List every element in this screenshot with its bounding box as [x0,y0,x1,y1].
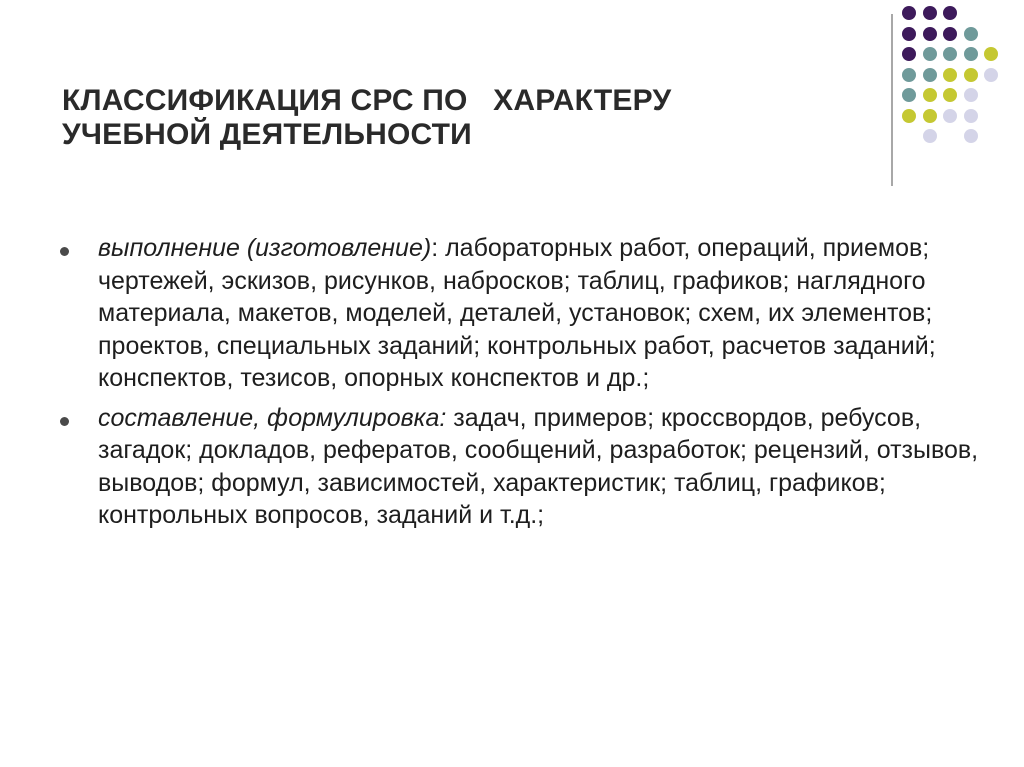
decor-dot-yellow [902,109,916,123]
decor-dot-lavender [943,109,957,123]
decor-dot-purple [902,27,916,41]
decor-dot-purple [902,47,916,61]
vertical-divider [891,14,893,186]
decor-dot-yellow [964,68,978,82]
bullet-item-2 [60,402,980,532]
decor-dot-yellow [923,88,937,102]
decor-dot-lavender [964,88,978,102]
decor-dot-teal [943,47,957,61]
decor-dot-teal [902,88,916,102]
decor-dot-lavender [984,68,998,82]
decor-dot-teal [923,47,937,61]
bullet-2-lead: составление, формулировка: [98,403,447,432]
slide-title [62,84,862,152]
decor-dot-yellow [984,47,998,61]
decor-dot-lavender [923,129,937,143]
decor-dot-lavender [964,129,978,143]
decor-dot-teal [964,27,978,41]
decor-dot-purple [902,6,916,20]
title-line-1: КЛАССИФИКАЦИЯ СРС ПО ХАРАКТЕРУ [62,84,672,117]
decor-dot-purple [943,6,957,20]
decor-dot-yellow [923,109,937,123]
decor-dot-yellow [943,68,957,82]
decor-dot-teal [964,47,978,61]
bullet-1-text: : лабораторных работ, операций, приемов; чертежей, эскизов, рисунков, набросков; таблиц, графиков; наглядного материала, макетов, моделей, деталей, установок; схем, их элементов; проектов, специальных заданий; контрольных работ, расчетов заданий; конспектов, тезисов, опорных конспектов и др.; [98,234,936,392]
decor-dot-teal [923,68,937,82]
title-line-2: УЧЕБНОЙ ДЕЯТЕЛЬНОСТИ [62,118,472,151]
bullet-list [60,232,980,539]
bullet-1-lead: выполнение (изготовление) [98,234,432,262]
bullet-2-text: задач, примеров; кроссвордов, ребусов, загадок; докладов, рефератов, сообщений, разработок; рецензий, отзывов, выводов; формул, зависимостей, характеристик; таблиц, графиков; контрольных вопросов, заданий и т.д.; [98,403,979,529]
decor-dot-purple [943,27,957,41]
bullet-dot-icon [60,247,69,256]
decor-dot-purple [923,27,937,41]
decorative-dot-grid [902,6,1012,176]
decor-dot-teal [902,68,916,82]
decor-dot-lavender [964,109,978,123]
bullet-item-1 [60,232,980,395]
decor-dot-yellow [943,88,957,102]
decor-dot-purple [923,6,937,20]
bullet-dot-icon [60,417,69,426]
